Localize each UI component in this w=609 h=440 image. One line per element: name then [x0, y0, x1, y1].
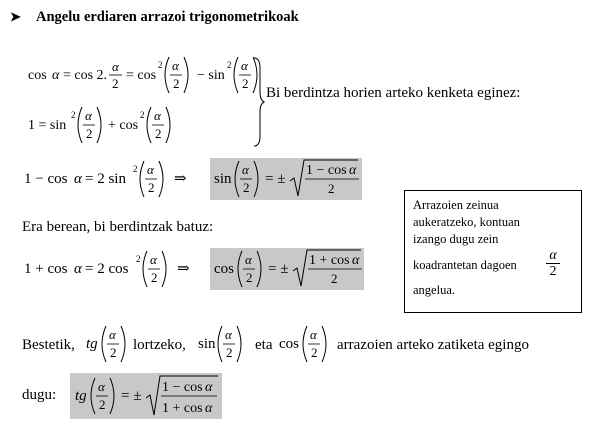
svg-text:2: 2 — [158, 60, 163, 70]
subtract-instruction: Bi berdintza horien arteko kenketa eginez: — [266, 85, 521, 101]
svg-text:1 + cos: 1 + cos — [309, 253, 350, 268]
svg-text:⇒: ⇒ — [177, 261, 190, 277]
section-heading — [10, 9, 299, 26]
svg-text:α: α — [52, 68, 60, 83]
svg-text:2: 2 — [136, 254, 141, 264]
note-line-3: izango dugu zein — [413, 232, 499, 246]
svg-text:α: α — [74, 261, 82, 277]
svg-text:2: 2 — [331, 271, 338, 286]
svg-text:= ±: = ± — [121, 388, 142, 404]
formula-tg-half-inline — [84, 322, 132, 366]
svg-text:cos: cos — [28, 68, 47, 83]
svg-text:2: 2 — [86, 126, 93, 141]
svg-text:tg: tg — [86, 336, 98, 352]
svg-text:sin: sin — [198, 336, 216, 352]
note-line-2: aukeratzeko, kontuan — [413, 215, 520, 229]
svg-text:= 2 sin: = 2 sin — [85, 171, 126, 187]
eta-word: eta — [255, 337, 273, 353]
svg-text:2: 2 — [110, 345, 117, 360]
svg-text:2: 2 — [112, 76, 119, 91]
note-fraction — [546, 248, 560, 279]
svg-text:α: α — [98, 379, 105, 394]
svg-text:= cos: = cos — [126, 68, 157, 83]
svg-text:sin: sin — [214, 171, 232, 187]
svg-text:2: 2 — [133, 164, 138, 174]
svg-text:α: α — [310, 327, 317, 342]
svg-text:2: 2 — [140, 110, 145, 120]
svg-text:= cos 2.: = cos 2. — [63, 68, 108, 83]
svg-text:α: α — [352, 253, 360, 268]
svg-text:2: 2 — [148, 180, 155, 195]
svg-text:+ cos: + cos — [108, 118, 139, 133]
bullet-arrow-icon: ➤ — [10, 9, 21, 24]
note-line-5: angelua. — [413, 283, 455, 297]
svg-text:α: α — [154, 108, 161, 123]
svg-text:α: α — [205, 380, 213, 395]
svg-text:2: 2 — [227, 60, 232, 70]
svg-text:2: 2 — [155, 126, 162, 141]
svg-text:α: α — [85, 108, 92, 123]
svg-text:1 − cos: 1 − cos — [24, 171, 68, 187]
svg-text:2: 2 — [71, 110, 76, 120]
note-line-4-row — [413, 248, 573, 282]
svg-text:tg: tg — [75, 388, 87, 404]
formula-cos-double-angle — [22, 54, 262, 96]
svg-text:α: α — [147, 162, 154, 177]
svg-text:cos: cos — [279, 336, 299, 352]
svg-text:2: 2 — [226, 345, 233, 360]
note-line-1: Arrazoien zeinua — [413, 198, 499, 212]
svg-text:1 − cos: 1 − cos — [306, 163, 347, 178]
bestetik-word: Bestetik, — [22, 337, 75, 353]
svg-text:α: α — [225, 327, 232, 342]
formula-sin-half-inline — [196, 322, 246, 366]
svg-text:α: α — [205, 401, 213, 416]
svg-text:2: 2 — [151, 270, 158, 285]
formula-pythagorean-identity — [22, 104, 182, 146]
svg-text:− sin: − sin — [197, 68, 225, 83]
note-line-4: koadrantetan dagoen — [413, 258, 517, 272]
system-right-brace — [252, 56, 266, 148]
zatiketa-text: arrazoien arteko zatiketa egingo — [337, 337, 529, 353]
svg-text:2: 2 — [173, 76, 180, 91]
lortzeko-word: lortzeko, — [133, 337, 186, 353]
svg-text:α: α — [242, 162, 249, 177]
note-fraction-num: α — [549, 248, 557, 263]
svg-text:α: α — [109, 327, 116, 342]
section-title: Angelu erdiaren arrazoi trigonometrikoak — [36, 9, 299, 25]
sign-note-box — [404, 190, 582, 313]
formula-tg-half-angle — [70, 371, 230, 421]
svg-text:2: 2 — [243, 180, 250, 195]
svg-text:2: 2 — [99, 397, 106, 412]
svg-text:α: α — [241, 58, 248, 73]
svg-text:= ±: = ± — [265, 171, 286, 187]
dugu-word: dugu: — [22, 387, 57, 403]
svg-text:2: 2 — [246, 270, 253, 285]
svg-text:1 − cos: 1 − cos — [162, 380, 203, 395]
svg-text:α: α — [172, 58, 179, 73]
svg-text:α: α — [349, 163, 357, 178]
svg-text:1 + cos: 1 + cos — [24, 261, 68, 277]
svg-text:= ±: = ± — [268, 261, 289, 277]
svg-text:2: 2 — [242, 76, 249, 91]
add-instruction: Era berean, bi berdintzak batuz: — [22, 219, 214, 235]
svg-text:α: α — [245, 252, 252, 267]
svg-text:α: α — [74, 171, 82, 187]
svg-text:⇒: ⇒ — [174, 171, 187, 187]
svg-text:α: α — [112, 59, 119, 74]
svg-text:cos: cos — [214, 261, 234, 277]
svg-text:1 + cos: 1 + cos — [162, 401, 203, 416]
svg-text:2: 2 — [311, 345, 318, 360]
svg-text:α: α — [150, 252, 157, 267]
svg-text:1 = sin: 1 = sin — [28, 118, 67, 133]
svg-text:= 2 cos: = 2 cos — [85, 261, 129, 277]
svg-text:2: 2 — [328, 181, 335, 196]
note-fraction-den: 2 — [546, 263, 560, 279]
formula-sin-half-angle-row — [22, 156, 362, 202]
formula-cos-half-inline — [277, 322, 333, 366]
formula-cos-half-angle-row — [22, 246, 367, 292]
